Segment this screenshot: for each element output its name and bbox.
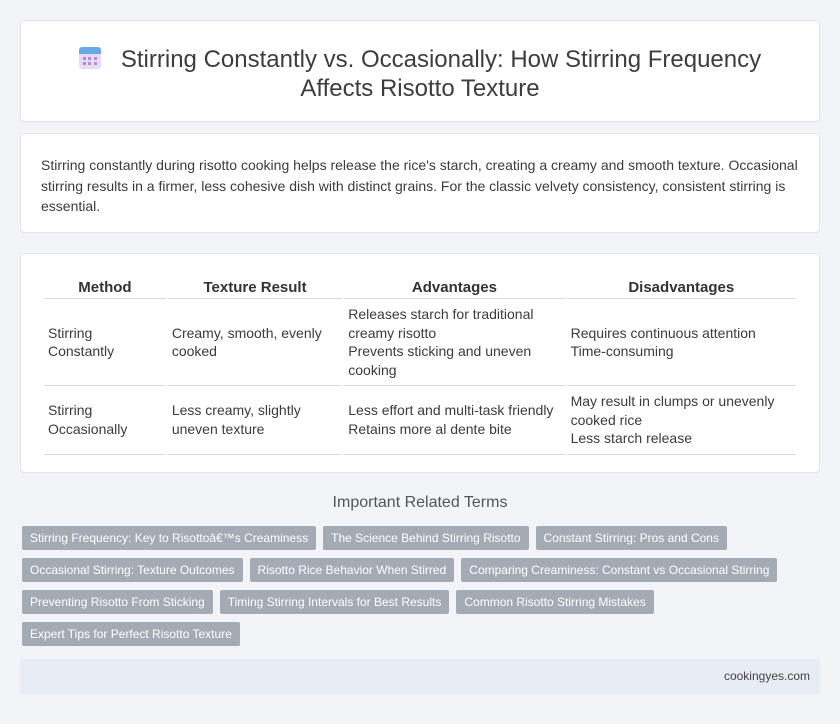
- related-tag[interactable]: Risotto Rice Behavior When Stirred: [250, 558, 455, 582]
- related-tag[interactable]: Timing Stirring Intervals for Best Results: [220, 590, 450, 614]
- cell-advantages: [344, 386, 564, 455]
- cell-method: Stirring Constantly: [44, 299, 166, 386]
- page-title: [21, 45, 819, 103]
- advantage-item: Less effort and multi-task friendly: [348, 402, 554, 419]
- disadvantage-item: Requires continuous attention: [570, 324, 756, 341]
- cell-disadvantages: [567, 386, 796, 455]
- cell-advantages: [344, 299, 564, 386]
- header-disadvantages: Disadvantages: [567, 274, 796, 299]
- related-tag[interactable]: Preventing Risotto From Sticking: [22, 590, 213, 614]
- related-terms-title: Important Related Terms: [332, 494, 508, 511]
- disadvantage-item: May result in clumps or unevenly cooked rice: [570, 393, 775, 428]
- cell-texture: Creamy, smooth, evenly cooked: [168, 299, 342, 386]
- intro-paragraph: Stirring constantly during risotto cooking helps release the rice's starch, creating a creamy and smooth texture. Occasional stirring results in a firmer, less cohesive dish with distinct grains. For the classic velvety consistency, consistent stirring is essential.: [41, 157, 798, 214]
- advantage-item: Prevents sticking and uneven cooking: [348, 343, 532, 378]
- disadvantage-item: Less starch release: [570, 430, 692, 446]
- title-line-2: Affects Risotto Texture: [300, 75, 540, 102]
- related-terms-list: [22, 526, 822, 646]
- cell-texture: Less creamy, slightly uneven texture: [168, 386, 342, 455]
- advantage-item: Retains more al dente bite: [348, 420, 512, 437]
- related-tag[interactable]: The Science Behind Stirring Risotto: [323, 526, 528, 550]
- related-tag[interactable]: Expert Tips for Perfect Risotto Texture: [22, 622, 240, 646]
- header-texture: Texture Result: [168, 274, 342, 299]
- cell-method: Stirring Occasionally: [44, 386, 166, 455]
- cell-disadvantages: [567, 299, 796, 386]
- calendar-icon: [79, 47, 101, 69]
- footer: [20, 659, 820, 694]
- advantage-item: Releases starch for traditional creamy risotto: [348, 306, 534, 341]
- related-tag[interactable]: Common Risotto Stirring Mistakes: [456, 590, 653, 614]
- site-credit[interactable]: cookingyes.com: [723, 669, 810, 683]
- table-row: [44, 299, 796, 386]
- related-tag[interactable]: Occasional Stirring: Texture Outcomes: [22, 558, 243, 582]
- comparison-card: [20, 253, 820, 473]
- table-header-row: [44, 274, 796, 299]
- related-tag[interactable]: Comparing Creaminess: Constant vs Occasional Stirring: [461, 558, 777, 582]
- header-method: Method: [44, 274, 166, 299]
- header-advantages: Advantages: [344, 274, 564, 299]
- related-tag[interactable]: Constant Stirring: Pros and Cons: [536, 526, 727, 550]
- comparison-table: [42, 274, 798, 455]
- title-line-1: Stirring Constantly vs. Occasionally: How Stirring Frequency: [120, 46, 762, 73]
- intro-card: [20, 133, 820, 233]
- table-row: [44, 386, 796, 455]
- title-card: [20, 20, 820, 122]
- disadvantage-item: Time-consuming: [570, 343, 674, 359]
- related-tag[interactable]: Stirring Frequency: Key to Risottoâ€™s Creaminess: [22, 526, 316, 550]
